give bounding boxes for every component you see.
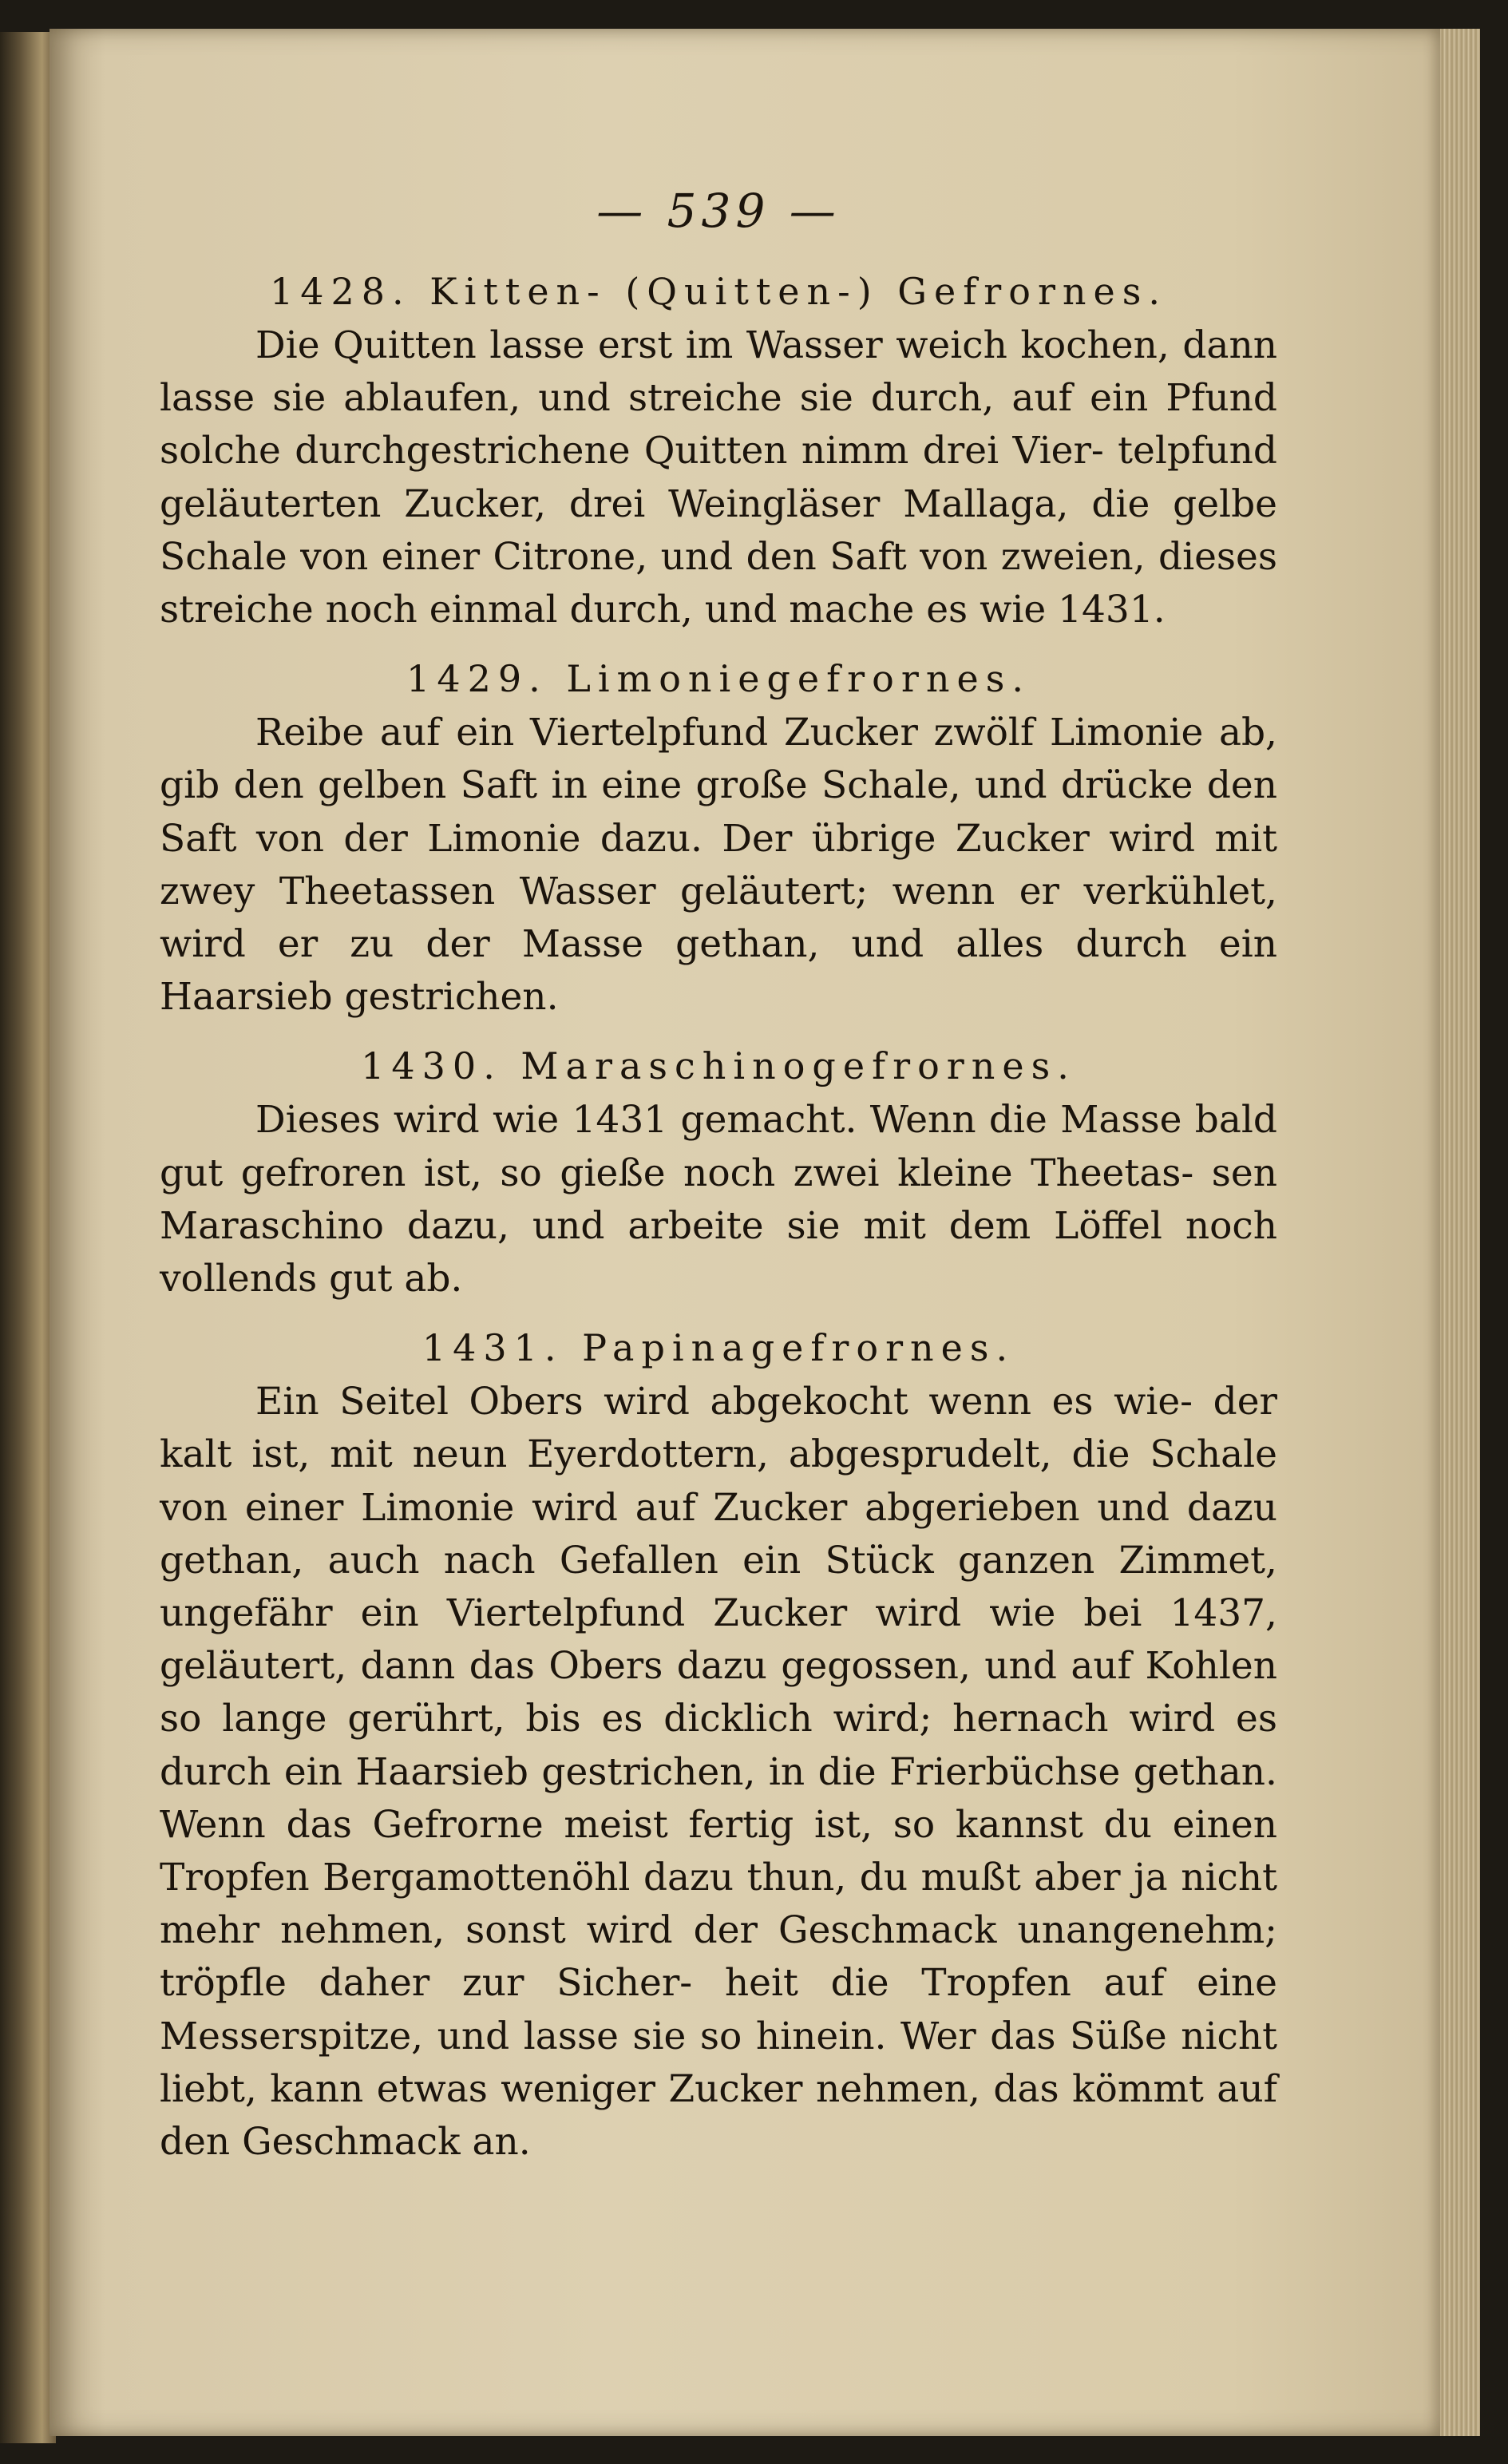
- recipe-title: 1428. Kitten- (Quitten-) Gefrornes.: [269, 270, 1168, 313]
- recipe-1430: [160, 1044, 1277, 1305]
- recipe-body: Dieses wird wie 1431 gemacht. Wenn die Masse bald gut gefroren ist, so gieße noch zwei kleine Theetas- sen Maraschino dazu, und arbeite sie mit dem Löffel noch vollends gut ab.: [160, 1098, 1277, 1301]
- page-number-header: — 539 —: [596, 184, 841, 238]
- recipe-body: Die Quitten lasse erst im Wasser weich kochen, dann lasse sie ablaufen, und streiche sie durch, auf ein Pfund solche durchgestrichene Quitten nimm drei Vier- telpfund geläuterten Zucker, drei Weingläser Mallaga, die gelbe Schale von einer Citrone, und den Saft von zweien, dieses streiche noch einmal durch, und mache es wie 1431.: [160, 323, 1277, 632]
- recipe-title: 1429. Limoniegefrornes.: [406, 657, 1031, 701]
- recipe-1429: [160, 657, 1277, 1024]
- recipe-title: 1431. Papinagefrornes.: [422, 1326, 1015, 1370]
- page-text-block: [160, 184, 1277, 2169]
- page-fore-edge: [1440, 29, 1480, 2436]
- recipe-1428: [160, 270, 1277, 636]
- recipe-1431: [160, 1326, 1277, 2169]
- book-spine-shadow: [0, 32, 56, 2443]
- recipe-body: Ein Seitel Obers wird abgekocht wenn es wie- der kalt ist, mit neun Eyerdottern, abgesprudelt, die Schale von einer Limonie wird auf Zucker abgerieben und dazu gethan, auch nach Gefallen ein Stück ganzen Zimmet, ungefähr ein Viertelpfund Zucker wird wie bei 1437, geläutert, dann das Obers dazu gegossen, und auf Kohlen so lange gerührt, bis es dicklich wird; hernach wird es durch ein Haarsieb gestrichen, in die Frierbüchse gethan. Wenn das Gefrorne meist fertig ist, so kannst du einen Tropfen Bergamottenöhl dazu thun, du mußt aber ja nicht mehr nehmen, sonst wird der Geschmack unangenehm; tröpfle daher zur Sicher- heit die Tropfen auf eine Messerspitze, und lasse sie so hinein. Wer das Süße nicht liebt, kann etwas weniger Zucker nehmen, das kömmt auf den Geschmack an.: [160, 1380, 1277, 2165]
- recipe-title: 1430. Maraschinogefrornes.: [361, 1044, 1076, 1088]
- recipe-body: Reibe auf ein Viertelpfund Zucker zwölf Limonie ab, gib den gelben Saft in eine große Schale, und drücke den Saft von der Limonie dazu. Der übrige Zucker wird mit zwey Theetassen Wasser geläutert; wenn er verkühlet, wird er zu der Masse gethan, und alles durch ein Haarsieb gestrichen.: [160, 711, 1277, 1020]
